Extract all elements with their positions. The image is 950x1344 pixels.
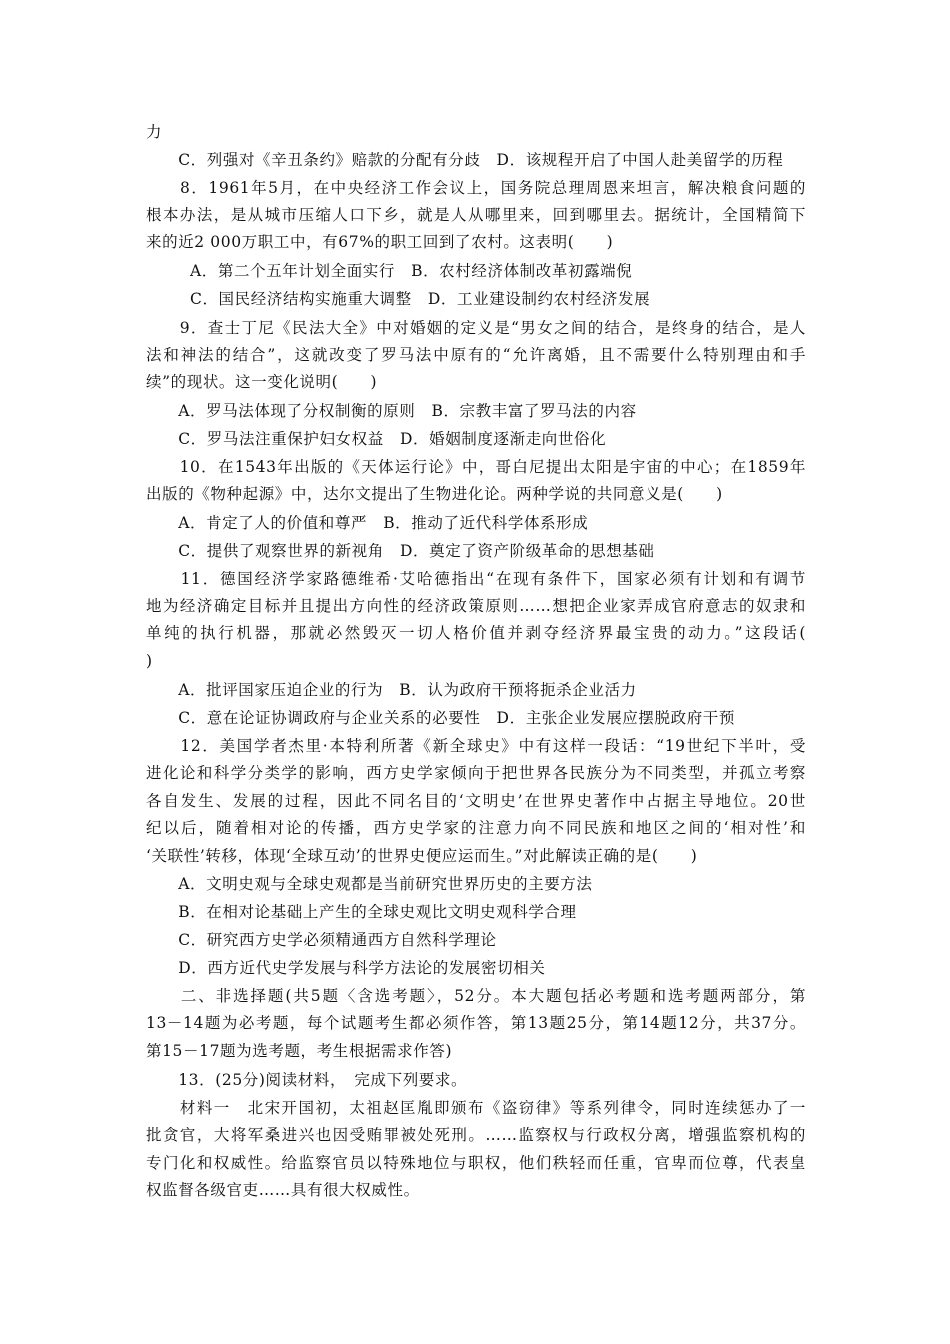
- text-line: 续”的现状。这一变化说明( ): [146, 373, 378, 391]
- text-line: ): [146, 652, 153, 670]
- text-line: C．列强对《辛丑条约》赔款的分配有分歧 D．该规程开启了中国人赴美留学的历程: [146, 151, 784, 169]
- text-line: 纪以后，随着相对论的传播，西方史学家的注意力向不同民族和地区之间的‘相对性’和: [146, 819, 806, 837]
- text-line: 13．(25分)阅读材料， 完成下列要求。: [146, 1071, 468, 1089]
- text-line: A．肯定了人的价值和尊严 B．推动了近代科学体系形成: [146, 514, 589, 532]
- text-line: 单纯的执行机器，那就必然毁灭一切人格价值并剥夺经济界最宝贵的动力。”这段话(: [146, 624, 806, 642]
- text-line: 第15－17题为选考题，考生根据需求作答): [146, 1042, 453, 1060]
- text-line: A．罗马法体现了分权制衡的原则 B．宗教丰富了罗马法的内容: [146, 402, 637, 420]
- text-line: C．提供了观察世界的新视角 D．奠定了资产阶级革命的思想基础: [146, 542, 655, 560]
- text-line: 批贪官，大将军桑进兴也因受贿罪被处死刑。……监察权与行政权分离，增强监察机构的: [146, 1126, 806, 1144]
- text-line: 材料一 北宋开国初，太祖赵匡胤即颁布《盗窃律》等系列律令，同时连续惩办了一: [146, 1099, 806, 1117]
- text-line: 专门化和权威性。给监察官员以特殊地位与职权，他们秩轻而任重，官卑而位尊，代表皇: [146, 1154, 806, 1172]
- text-line: 来的近2 000万职工中，有67%的职工回到了农村。这表明( ): [146, 233, 614, 251]
- text-line: 9．查士丁尼《民法大全》中对婚姻的定义是“男女之间的结合，是终身的结合，是人: [146, 319, 806, 337]
- text-line: 10．在1543年出版的《天体运行论》中，哥白尼提出太阳是宇宙的中心；在1859年: [146, 458, 806, 476]
- text-line: C．研究西方史学必须精通西方自然科学理论: [146, 931, 497, 949]
- text-line: C．罗马法注重保护妇女权益 D．婚姻制度逐渐走向世俗化: [146, 430, 607, 448]
- text-line: 权监督各级官吏……具有很大权威性。: [146, 1181, 420, 1199]
- text-line: ‘关联性’转移，体现‘全球互动’的世界史便应运而生。”对此解读正确的是( ): [146, 847, 698, 865]
- text-line: D．西方近代史学发展与科学方法论的发展密切相关: [146, 959, 546, 977]
- text-line: B．在相对论基础上产生的全球史观比文明史观科学合理: [146, 903, 577, 921]
- text-line: A．文明史观与全球史观都是当前研究世界历史的主要方法: [146, 875, 593, 893]
- text-line: 8．1961年5月，在中央经济工作会议上，国务院总理周恩来坦言，解决粮食问题的: [146, 179, 806, 197]
- text-line: 12．美国学者杰里·本特利所著《新全球史》中有这样一段话：“19世纪下半叶，受: [146, 737, 806, 755]
- text-line: A．第二个五年计划全面实行 B．农村经济体制改革初露端倪: [190, 262, 633, 280]
- text-line: 二、非选择题(共5题〈含选考题〉，52分。本大题包括必考题和选考题两部分，第: [146, 987, 806, 1005]
- text-line: 各自发生、发展的过程，因此不同名目的‘文明史’在世界史著作中占据主导地位。20世: [146, 792, 806, 810]
- text-line: 进化论和科学分类学的影响，西方史学家倾向于把世界各民族分为不同类型，并孤立考察: [146, 764, 806, 782]
- text-line: C．意在论证协调政府与企业关系的必要性 D．主张企业发展应摆脱政府干预: [146, 709, 735, 727]
- text-line: 地为经济确定目标并且提出方向性的经济政策原则……想把企业家弄成官府意志的奴隶和: [146, 597, 806, 615]
- text-line: A．批评国家压迫企业的行为 B．认为政府干预将扼杀企业活力: [146, 681, 637, 699]
- text-line: 出版的《物种起源》中，达尔文提出了生物进化论。两种学说的共同意义是( ): [146, 485, 723, 503]
- text-line: 根本办法，是从城市压缩人口下乡，就是人从哪里来，回到哪里去。据统计，全国精简下: [146, 206, 806, 224]
- text-line: 13－14题为必考题，每个试题考生都必须作答，第13题25分，第14题12分，共37分。: [146, 1014, 806, 1032]
- text-line: 法和神法的结合”，这就改变了罗马法中原有的“允许离婚，且不需要什么特别理由和手: [146, 346, 806, 364]
- text-line: 11．德国经济学家路德维希·艾哈德指出“在现有条件下，国家必须有计划和有调节: [146, 570, 806, 588]
- text-line: 力: [146, 123, 163, 141]
- text-line: C．国民经济结构实施重大调整 D．工业建设制约农村经济发展: [190, 290, 651, 308]
